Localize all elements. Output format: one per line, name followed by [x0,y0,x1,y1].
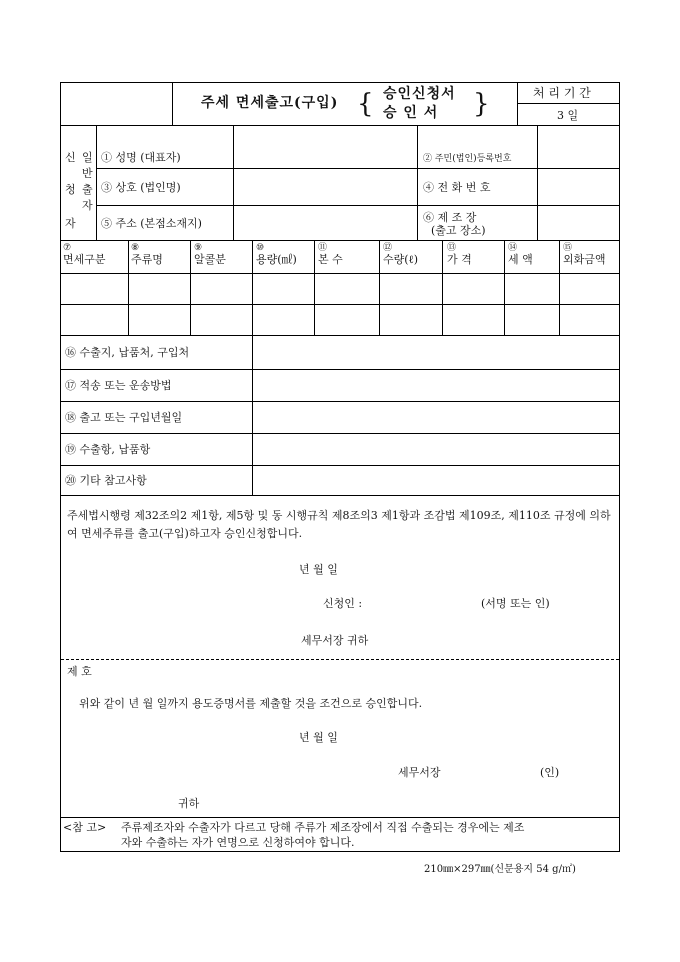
name-field[interactable] [234,126,416,168]
table-row[interactable] [61,305,619,335]
factory-field[interactable] [538,206,619,240]
phone-label: ④ 전 화 번 호 [423,181,491,194]
destination-field[interactable] [253,336,619,369]
applicant-label: 신청인 : [323,597,363,610]
address-label: ⑤ 주소 (본점소재지) [101,217,202,230]
col-exemption-type: ⑦ 면세구분 [63,243,106,266]
phone-field[interactable] [538,169,619,205]
approval-office: 세무서장 [398,766,441,779]
approval-date: 년 월 일 [299,731,338,744]
address-field[interactable] [234,206,416,240]
option-request: 승인신청서 [383,86,456,102]
company-label: ③ 상호 (법인명) [101,181,181,194]
factory-sublabel: (출고 장소) [431,224,486,237]
processing-period-label: 처 리 기 간 [533,86,591,100]
option-approval: 승 인 서 [383,105,439,121]
destination-label: ⑯ 수출지, 납품처, 구입처 [65,346,190,359]
name-label: ① 성명 (대표자) [101,151,181,164]
release-date-field[interactable] [253,402,619,433]
processing-period-value: 3 일 [557,109,579,122]
export-port-label: ⑲ 수출항, 납품항 [65,443,151,456]
applicant-side-char-3: 자 [65,217,76,230]
registration-number-field[interactable] [538,126,619,168]
applicant-side-char-2: 청 [65,183,76,196]
release-date-label: ⑱ 출고 또는 구입년월일 [65,411,183,424]
signature-label: (서명 또는 인) [481,597,550,610]
declaration-text: 주세법시행령 제32조의2 제1항, 제5항 및 동 시행규칙 제8조의3 제1항과 조감법 제109조, 제110조 규정에 의하여 면세주류를 출고(구입)하고자 승인신청합니다. [67,509,611,540]
col-bottle-count: ⑪ 본 수 [318,243,343,266]
export-port-field[interactable] [253,434,619,465]
registration-number-label: ② 주민(법인)등록번호 [423,154,512,164]
note-line-1: 주류제조자와 수출자가 다르고 당해 주류가 제조장에서 직접 수출되는 경우에는 제조 [121,821,525,834]
factory-label: ⑥ 제 조 장 [423,211,477,224]
general-side-char-1: 일 [82,151,93,164]
col-capacity: ⑩ 용량(㎖) [256,243,297,266]
general-side-char-2: 반 [82,167,93,180]
company-field[interactable] [234,169,416,205]
approval-recipient: 귀하 [178,797,200,810]
paper-spec: 210㎜×297㎜(신문용지 54 g/㎡) [424,864,576,875]
table-row[interactable] [61,274,619,304]
other-notes-label: ⑳ 기타 참고사항 [65,474,147,487]
applicant-side-char-1: 신 [65,151,76,164]
general-side-char-3: 출 [82,183,93,196]
general-side-char-4: 자 [82,199,93,212]
col-price: ⑬ 가 격 [447,243,472,266]
declaration-addressee: 세무서장 귀하 [301,634,369,647]
form-title: 주세 면세출고(구입) [201,95,339,111]
approval-seal: (인) [540,766,560,779]
col-tax-amount: ⑭ 세 액 [508,243,533,266]
col-foreign-amount: ⑮ 외화금액 [563,243,606,266]
note-line-2: 자와 수출하는 자가 연명으로 신청하여야 합니다. [121,836,355,849]
col-quantity: ⑫ 수량(ℓ) [383,243,419,266]
col-alcohol: ⑨ 알콜분 [194,243,226,266]
other-notes-field[interactable] [253,466,619,495]
transport-method-label: ⑰ 적송 또는 운송방법 [65,379,172,392]
transport-method-field[interactable] [253,370,619,401]
approval-number: 제 호 [67,665,92,678]
approval-sentence: 위와 같이 년 월 일까지 용도증명서를 제출할 것을 조건으로 승인합니다. [79,697,423,710]
close-brace: } [473,89,490,119]
note-label: <참 고> [63,821,107,834]
col-liquor-name: ⑧ 주류명 [131,243,163,266]
open-brace: { [357,89,374,119]
declaration-date: 년 월 일 [299,563,338,576]
application-form [60,82,620,852]
